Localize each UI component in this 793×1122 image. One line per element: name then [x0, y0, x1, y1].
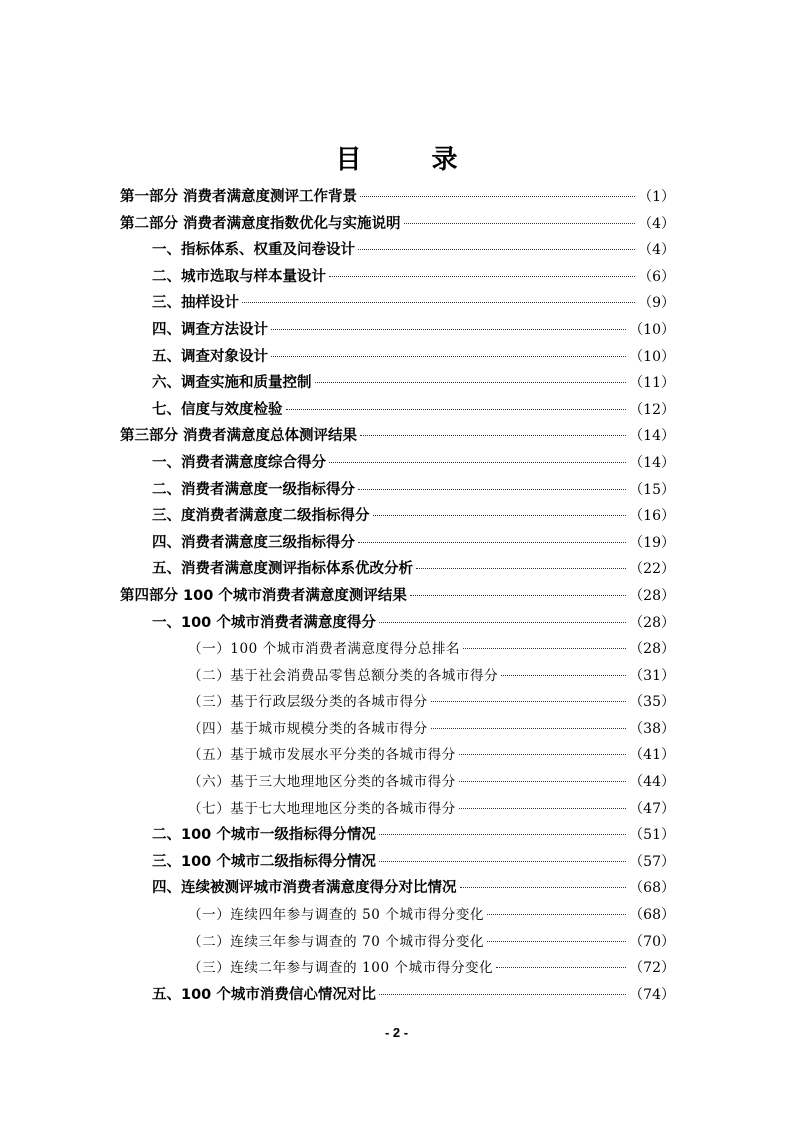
toc-entry[interactable] — [120, 610, 675, 637]
toc-entry-page: （47） — [629, 800, 675, 817]
dot-leader — [315, 382, 627, 383]
toc-entry-page: （15） — [629, 481, 675, 498]
dot-leader — [496, 967, 626, 968]
toc-entry-title: （三）连续二年参与调查的 100 个城市得分变化 — [188, 960, 494, 977]
toc-entry[interactable] — [120, 849, 675, 876]
toc-entry-title: 一、指标体系、权重及问卷设计 — [152, 242, 355, 259]
toc-entry[interactable] — [120, 769, 675, 796]
toc-entry-page: （35） — [629, 694, 675, 711]
toc-entry-title: （七）基于七大地理地区分类的各城市得分 — [188, 800, 456, 817]
toc-entry-title: （一）100 个城市消费者满意度得分总排名 — [188, 641, 461, 658]
dot-leader — [360, 435, 626, 436]
toc-entry[interactable] — [120, 796, 675, 823]
dot-leader — [358, 542, 626, 543]
toc-entry-title: 七、信度与效度检验 — [152, 401, 283, 418]
toc-entry-title: 第二部分 消费者满意度指数优化与实施说明 — [120, 215, 401, 232]
toc-entry[interactable] — [120, 742, 675, 769]
toc-entry-page: （72） — [629, 960, 675, 977]
dot-leader — [360, 196, 635, 197]
toc-entry-page: （57） — [629, 853, 675, 870]
toc-entry-title: 第四部分 100 个城市消费者满意度测评结果 — [120, 587, 407, 604]
toc-entry-title: 三、100 个城市二级指标得分情况 — [152, 853, 376, 870]
toc-entry[interactable] — [120, 370, 675, 397]
toc-entry-title: （一）连续四年参与调查的 50 个城市得分变化 — [188, 907, 485, 924]
dot-leader — [487, 914, 626, 915]
toc-entry[interactable] — [120, 902, 675, 929]
toc-entry-title: 一、消费者满意度综合得分 — [152, 454, 326, 471]
dot-leader — [416, 568, 626, 569]
toc-entry[interactable] — [120, 530, 675, 557]
dot-leader — [463, 648, 626, 649]
toc-entry-page: （6） — [638, 268, 675, 285]
table-of-contents — [120, 184, 675, 1008]
dot-leader — [379, 861, 626, 862]
toc-entry[interactable] — [120, 955, 675, 982]
dot-leader — [431, 728, 626, 729]
toc-entry-title: （五）基于城市发展水平分类的各城市得分 — [188, 747, 456, 764]
toc-entry-title: （二）连续三年参与调查的 70 个城市得分变化 — [188, 933, 485, 950]
dot-leader — [501, 675, 626, 676]
toc-entry-page: （4） — [638, 242, 675, 259]
dot-leader — [286, 409, 627, 410]
toc-entry[interactable] — [120, 636, 675, 663]
toc-entry-title: 三、度消费者满意度二级指标得分 — [152, 508, 370, 525]
dot-leader — [373, 515, 627, 516]
dot-leader — [379, 994, 626, 995]
toc-entry-title: 第三部分 消费者满意度总体测评结果 — [120, 428, 358, 445]
dot-leader — [358, 249, 635, 250]
toc-entry[interactable] — [120, 716, 675, 743]
toc-entry-title: 五、100 个城市消费信心情况对比 — [152, 986, 376, 1003]
toc-entry-title: 六、调查实施和质量控制 — [152, 375, 312, 392]
toc-entry-title: 二、城市选取与样本量设计 — [152, 268, 326, 285]
toc-entry[interactable] — [120, 663, 675, 690]
toc-entry-title: 四、消费者满意度三级指标得分 — [152, 534, 355, 551]
toc-entry-page: （10） — [629, 321, 675, 338]
toc-entry[interactable] — [120, 397, 675, 424]
toc-entry[interactable] — [120, 211, 675, 238]
toc-entry[interactable] — [120, 556, 675, 583]
toc-entry-title: 四、调查方法设计 — [152, 321, 268, 338]
toc-entry[interactable] — [120, 184, 675, 211]
toc-entry[interactable] — [120, 477, 675, 504]
toc-entry-title: （二）基于社会消费品零售总额分类的各城市得分 — [188, 667, 499, 684]
toc-entry-page: （14） — [629, 428, 675, 445]
toc-entry[interactable] — [120, 982, 675, 1009]
toc-entry[interactable] — [120, 583, 675, 610]
dot-leader — [379, 622, 626, 623]
toc-entry[interactable] — [120, 237, 675, 264]
toc-entry-page: （9） — [638, 295, 675, 312]
toc-entry-page: （51） — [629, 827, 675, 844]
toc-entry[interactable] — [120, 689, 675, 716]
dot-leader — [329, 462, 626, 463]
toc-entry-page: （14） — [629, 454, 675, 471]
toc-entry-title: （三）基于行政层级分类的各城市得分 — [188, 694, 428, 711]
toc-entry-page: （16） — [629, 508, 675, 525]
page-number: - 2 - — [384, 1025, 409, 1040]
toc-entry[interactable] — [120, 423, 675, 450]
toc-entry[interactable] — [120, 264, 675, 291]
toc-entry-title: 五、调查对象设计 — [152, 348, 268, 365]
toc-entry-page: （38） — [629, 720, 675, 737]
toc-entry-page: （19） — [629, 534, 675, 551]
toc-entry-title: 第一部分 消费者满意度测评工作背景 — [120, 189, 358, 205]
dot-leader — [271, 356, 626, 357]
toc-entry-page: （1） — [638, 189, 675, 205]
toc-entry-page: （28） — [629, 587, 675, 604]
toc-entry[interactable] — [120, 344, 675, 371]
toc-entry-title: （四）基于城市规模分类的各城市得分 — [188, 720, 428, 737]
toc-entry-page: （28） — [629, 614, 675, 631]
toc-entry[interactable] — [120, 875, 675, 902]
dot-leader — [271, 329, 626, 330]
toc-entry-title: 三、抽样设计 — [152, 295, 239, 312]
dot-leader — [379, 834, 626, 835]
toc-entry-page: （68） — [629, 907, 675, 924]
toc-entry-page: （28） — [629, 641, 675, 658]
dot-leader — [460, 887, 627, 888]
toc-entry-title: 四、连续被测评城市消费者满意度得分对比情况 — [152, 880, 457, 897]
toc-entry-page: （31） — [629, 667, 675, 684]
toc-entry-page: （44） — [629, 774, 675, 791]
toc-entry[interactable] — [120, 929, 675, 956]
toc-entry-title: 二、100 个城市一级指标得分情况 — [152, 827, 376, 844]
toc-entry[interactable] — [120, 290, 675, 317]
dot-leader — [242, 302, 635, 303]
toc-entry[interactable] — [120, 503, 675, 530]
toc-entry[interactable] — [120, 317, 675, 344]
toc-entry-page: （68） — [629, 880, 675, 897]
toc-entry-page: （22） — [629, 561, 675, 578]
dot-leader — [329, 276, 635, 277]
dot-leader — [459, 781, 626, 782]
toc-entry-title: （六）基于三大地理地区分类的各城市得分 — [188, 774, 456, 791]
toc-entry-page: （10） — [629, 348, 675, 365]
toc-entry[interactable] — [120, 450, 675, 477]
toc-entry-page: （41） — [629, 747, 675, 764]
toc-title: 目 录 — [335, 145, 480, 175]
toc-entry-title: 二、消费者满意度一级指标得分 — [152, 481, 355, 498]
dot-leader — [459, 808, 626, 809]
dot-leader — [404, 223, 636, 224]
dot-leader — [358, 489, 626, 490]
dot-leader — [431, 701, 626, 702]
toc-entry-page: （4） — [638, 215, 675, 232]
dot-leader — [459, 754, 626, 755]
toc-entry[interactable] — [120, 822, 675, 849]
toc-entry-page: （74） — [629, 986, 675, 1003]
dot-leader — [487, 941, 626, 942]
toc-entry-page: （70） — [629, 933, 675, 950]
dot-leader — [410, 595, 626, 596]
toc-entry-title: 五、消费者满意度测评指标体系优改分析 — [152, 561, 413, 578]
toc-entry-page: （12） — [629, 401, 675, 418]
toc-entry-title: 一、100 个城市消费者满意度得分 — [152, 614, 376, 631]
toc-entry-page: （11） — [629, 375, 675, 392]
